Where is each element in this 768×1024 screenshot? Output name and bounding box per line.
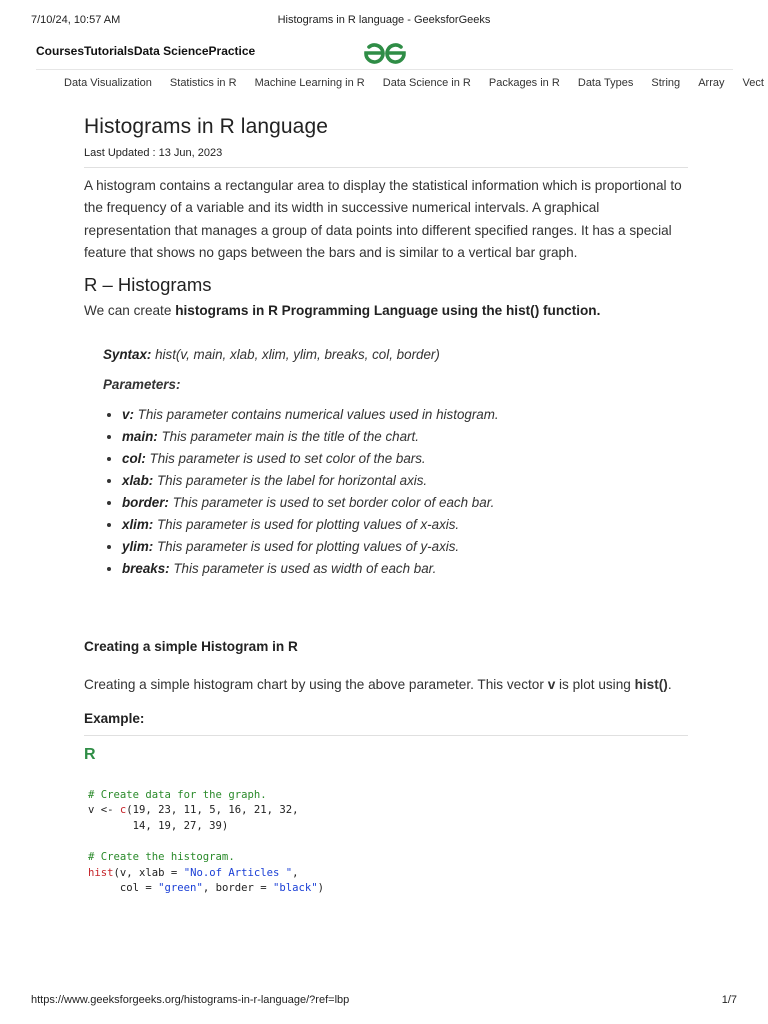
subnav-divider <box>36 69 733 70</box>
subnav <box>64 77 768 89</box>
code-string: "No.of Articles " <box>183 866 293 879</box>
syntax-label: Syntax: <box>103 347 152 363</box>
code-string: "green" <box>158 882 203 895</box>
list-item <box>122 470 688 492</box>
param-name: main: <box>122 429 158 445</box>
code-function: c <box>119 804 127 817</box>
param-name: col: <box>122 451 146 466</box>
page-title: Histograms in R language <box>84 115 329 138</box>
simple-paragraph <box>84 674 688 696</box>
list-item <box>122 558 688 580</box>
page-url: https://www.geeksforgeeks.org/histograms-in-r-language/?ref=lbp <box>31 994 350 1006</box>
code-function: hist <box>88 866 114 879</box>
topnav-tutorials[interactable]: Tutorials <box>84 44 134 58</box>
code-text: 14, 19, 27, 39) <box>88 819 229 832</box>
param-desc: This parameter is the label for horizontal axis. <box>153 472 428 488</box>
syntax-text: hist(v, main, xlab, xlim, ylim, breaks, col, border) <box>151 347 440 363</box>
example-label: Example: <box>84 710 145 726</box>
parameters-list <box>84 404 688 579</box>
code-text: (v, xlab = <box>113 866 184 879</box>
param-desc: This parameter contains numerical values used in histogram. <box>133 407 499 423</box>
param-desc: This parameter is used to set border color of each bar. <box>168 494 495 510</box>
section-heading: R – Histograms <box>84 274 212 296</box>
list-item <box>122 514 688 536</box>
create-bold: histograms in R Programming Language using the hist() function. <box>175 303 601 319</box>
subnav-item-data-science[interactable]: Data Science in R <box>382 77 471 89</box>
topnav-data-science[interactable]: Data Science <box>133 44 209 58</box>
code-text: , <box>292 866 299 879</box>
create-sentence <box>84 303 688 318</box>
code-block[interactable] <box>88 788 688 897</box>
create-prefix: We can create <box>84 303 176 319</box>
list-item <box>122 492 688 514</box>
param-desc: This parameter is used for plotting values of x-axis. <box>153 516 460 532</box>
param-name: xlim: <box>122 516 154 532</box>
param-name: xlab: <box>122 472 154 488</box>
subnav-item-statistics[interactable]: Statistics in R <box>169 77 237 89</box>
list-item <box>122 536 688 558</box>
subnav-item-vect[interactable]: Vect <box>742 77 764 89</box>
title-divider <box>84 167 688 168</box>
topnav-practice[interactable]: Practice <box>208 44 256 58</box>
page-number: 1/7 <box>721 994 737 1006</box>
subnav-item-machine-learning[interactable]: Machine Learning in R <box>254 77 365 89</box>
simple-para-text: Creating a simple histogram chart by using the above parameter. This vector <box>84 677 548 693</box>
param-name: breaks: <box>122 560 170 576</box>
code-text: (19, 23, 11, 5, 16, 21, 32, <box>126 804 299 817</box>
subnav-item-packages[interactable]: Packages in R <box>488 77 560 89</box>
subnav-item-array[interactable]: Array <box>698 77 725 89</box>
simple-para-text: is plot using <box>555 677 635 693</box>
param-name: border: <box>122 494 169 510</box>
param-desc: This parameter main is the title of the chart. <box>157 429 419 445</box>
simple-para-hist: hist() <box>634 677 668 693</box>
code-text: v <- <box>88 804 120 817</box>
list-item <box>122 448 688 470</box>
simple-para-end: . <box>667 677 672 693</box>
article <box>84 115 688 897</box>
simple-para-v: v <box>547 677 556 693</box>
topnav-courses[interactable]: Courses <box>36 44 85 58</box>
subnav-item-data-types[interactable]: Data Types <box>577 77 634 89</box>
parameters-heading: Parameters: <box>103 377 181 393</box>
code-comment: # Create data for the graph. <box>88 788 267 801</box>
code-text: col = <box>88 882 159 895</box>
sub-heading: Creating a simple Histogram in R <box>84 639 298 655</box>
last-updated: Last Updated : 13 Jun, 2023 <box>84 147 223 159</box>
example-divider <box>84 735 688 736</box>
param-name: ylim: <box>122 538 154 554</box>
intro-paragraph: A histogram contains a rectangular area to display the statistical information which is proportional to the frequency of a variable and its width in successive numerical intervals. A graphical representation that manages a group of data points into different specified ranges. It has a special feature that shows no gaps between the bars and is similar to a vertical bar graph. <box>84 178 682 260</box>
code-language-tab[interactable]: R <box>84 745 96 763</box>
param-desc: This parameter is used for plotting values of y-axis. <box>153 538 460 554</box>
param-desc: This parameter is used as width of each bar. <box>169 560 437 576</box>
code-text: ) <box>317 882 325 895</box>
geeksforgeeks-logo-icon[interactable] <box>360 38 410 68</box>
list-item <box>122 404 688 426</box>
print-datetime: 7/10/24, 10:57 AM <box>31 14 121 26</box>
top-nav <box>36 44 255 58</box>
param-name: v: <box>122 407 134 423</box>
subnav-item-data-visualization[interactable]: Data Visualization <box>64 77 152 89</box>
syntax-line <box>103 347 688 362</box>
code-string: "black" <box>273 882 318 895</box>
code-text: , border = <box>202 882 273 895</box>
list-item <box>122 426 688 448</box>
print-title: Histograms in R language - GeeksforGeeks <box>277 14 491 26</box>
param-desc: This parameter is used to set color of the bars. <box>145 451 426 466</box>
code-comment: # Create the histogram. <box>88 851 235 864</box>
subnav-item-string[interactable]: String <box>651 77 681 89</box>
